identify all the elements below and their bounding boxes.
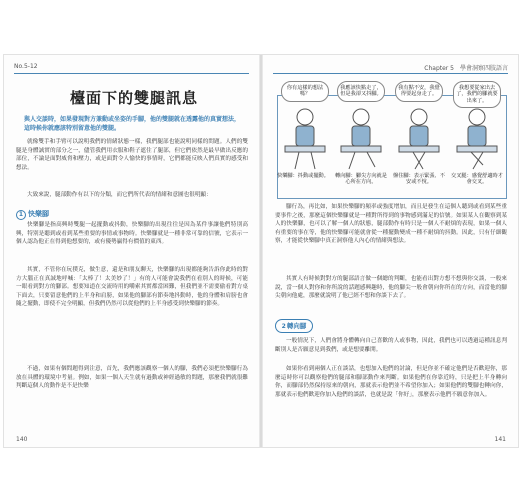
body-paragraph-3: 快樂腳是指高興時雙腿一起擺動或抖動，快樂腳的出現往往是因為某件事讓他們特別高興，特別是聽到或看到某些重要的事情或事物時。快樂腳就是一種非常可靠的信號，它表示一個人認為他正在得到他想要的，或有優勢贏得有價值的東西。 [16,222,248,246]
illustration-caption: 快樂腳：抖動或擺動。 [277,173,329,179]
chapter-header: Chapter 5 學會洞察四肢語言 [424,65,508,72]
subhead-title: 快樂腳 [28,210,49,218]
subhead-title: 轉向腳 [286,322,307,330]
body-paragraph-5: 不過，如果有個問題得到注意，首先，我們應該觀察一個人的腳，我們必須把快樂腳行為放在具體的環境中考量。例如，如果一個人天生就有過動或神經過敏的問題，那麼我們就很難判斷這個人的動作是不是快樂 [16,366,248,390]
illustration-caption: 轉向腳：腳尖方向就是心所在方向。 [335,173,387,186]
lead-text: 與人交談時，如果發現對方兼動或坐姿的手腳，他的雙腿就在透露他的真實想法，這時候你就應該特別留意他的雙腿。 [24,116,241,132]
page-title: 檯面下的雙腿訊息 [69,89,198,107]
subhead-happy-feet [16,209,49,220]
people-seated-illustration [277,107,505,171]
page-number: 141 [494,436,506,443]
body-paragraph-1: 就像雙手和手臂可以說明我們的情緒狀態一樣，我們腿部也能說明同樣的問題。人們的雙腿是身體誠實的部分之一，儘管我們用衣服和鞋子遮住了腿部，但它們依然是最早做出反應的部位，不論是面對威脅和壓力，或是面對令人愉快的事情時，它們都能反映人們真實的感受和想法。 [16,139,248,171]
speech-bubble: 我有點不安，我覺得要起身走了。 [395,81,443,102]
subhead-turning-feet [275,319,313,333]
body-paragraph-2: 大致來說，腿部動作有以下的分類，而它們所代表的情緒和意圖也很明顯： [27,192,212,198]
body-paragraph-4: 其實，不管你在玩撲克，做生意，還是和朋友聊天，快樂腳的出現都能夠告訴你此時的對方大腦正在真誠地呼喊：「太棒了！太美妙了！」有的人可能會說我們在看別人的時候，可能一眼看到對方的腳部。想要知道在交流時用的嚼索其實都當困難，但我們並不需要偷看對方桌下面去，只要留意他們的上半身和肩膀，如果他的腳部有節奏地抖動時，他的身體和肩膀也會隨之擺動，即使不完全明顯，但我們仍然可以從他們的上半身感受到快樂腳的節奏。 [16,267,248,308]
left-page [4,55,259,447]
illustration [277,79,505,197]
page-number: 140 [16,436,28,443]
illustration-caption: 交叉腿：感覺舒適時才會交叉。 [451,173,503,186]
figure-1 [285,109,325,169]
illustration-caption: 盤住腳：表示緊張、不安或不悅。 [393,173,445,186]
body-paragraph-2: 其實人有時候對對方的腿部語言做一個總的判斷，也能看出對方想不想與你交談，一般來說，當一個人對你和你所說的話題感興趣時，他的腳尖一般會朝向你所在的方向，而當他的腳尖朝向他處，那麼就說明了他已經不想和你談下去了。 [275,276,507,300]
subhead-number: 1 [16,210,26,220]
section-id: No.5-12 [14,63,38,70]
speech-bubble: 我應該快點走了，但是我卻又抖腳。 [337,81,385,102]
speech-bubble: 我想要從家出去了，我們的腳就要出來了。 [453,81,501,108]
speech-bubble: 你有這樣的想法嗎？ [281,81,329,102]
body-paragraph-3: 一般情況下，人們會將身體轉向自己喜歡的人或事物，因此，我們也可以透過這種訊息判斷別人是否願意見到我們，或是想要離開。 [275,338,507,353]
figure-3 [399,109,439,169]
figure-4 [457,109,497,169]
body-paragraph-4: 如果你看到兩個人正在談話，也想加入他們的討論，但是你並不確定他們是否歡迎你，那麼這時你可以觀察他們的腿部和腳部動作來判斷。如果他們在你靠近時，只是把上半身轉向你，而腳部仍然保持原來的朝向，那就表示他們並不希望你加入；如果他們的雙腳也轉向你，那就表示他們歡迎你加入他們的談話，也就是說「你好」，那麼表示他們不願意你加入。 [275,366,507,398]
figure-2 [341,109,381,169]
right-page [263,55,518,447]
subhead-number: 2 [281,323,286,330]
header-rule [273,73,508,74]
book-spread [3,54,519,448]
body-paragraph-1: 腳行為，再比如，如果快樂腳的頻率或強度增加，而且是發生在這個人聽到或看到某些重要事件之後，那麼這個快樂腳就是一種對所得到的事物感到滿足的信號。如果某人在觀察到某人的快樂腳，也可以了解一個人的狀態，腿部動作有時只是一個人不耐煩的表現，如果一個人有重要的事在等，他的快樂腳可能就會從一種擺動變成一種不耐煩的抖動。因此，只有仔細觀察，才能從快樂腳中真正洞察他人內心的情緒與想法。 [275,204,507,245]
header-rule [14,73,249,74]
